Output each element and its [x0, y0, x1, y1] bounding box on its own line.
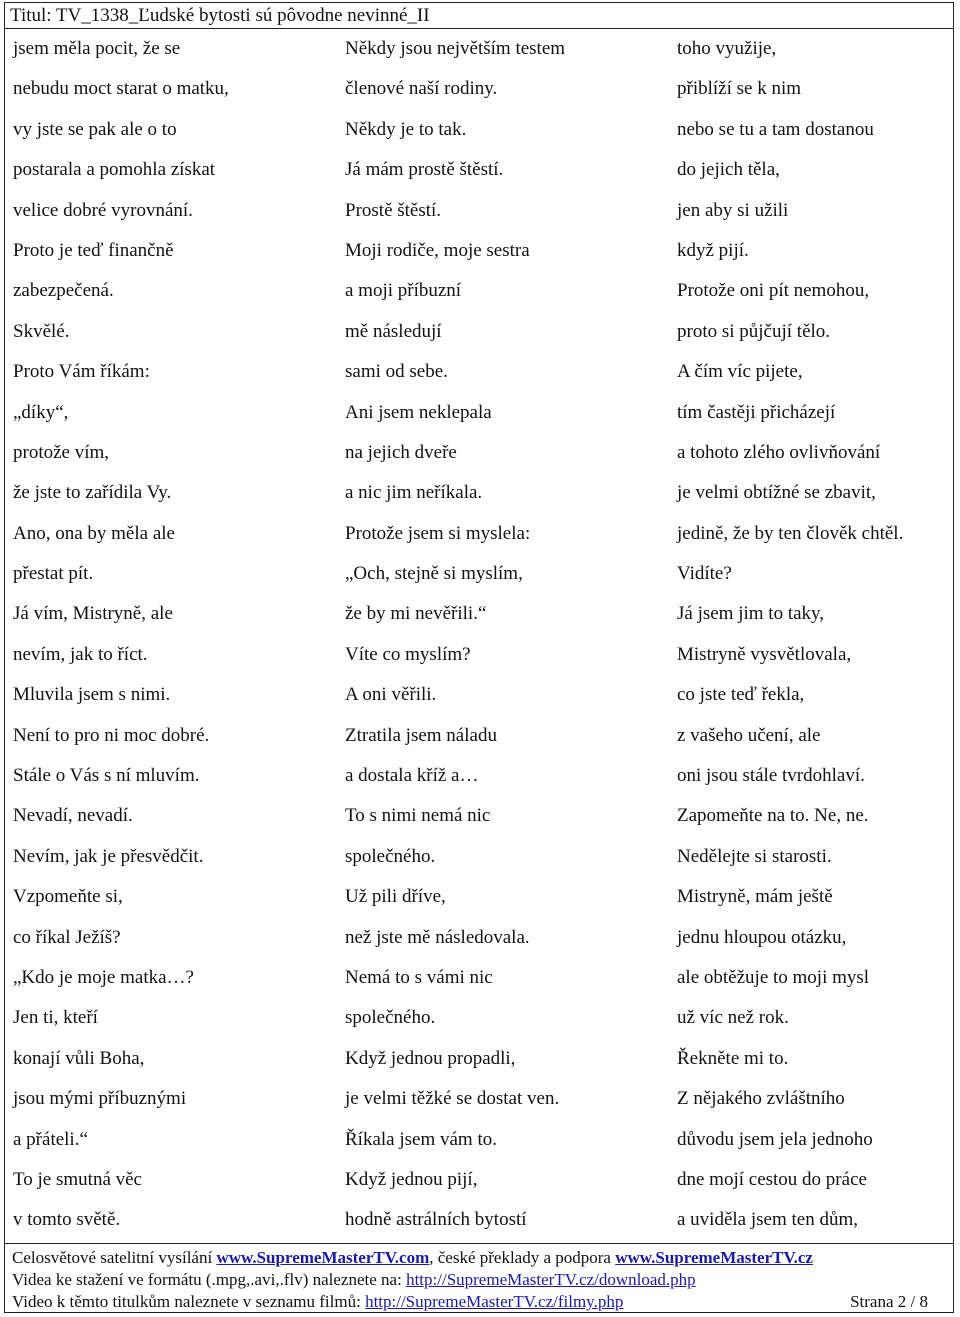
subtitle-line: když pijí.	[677, 239, 749, 261]
subtitle-line: Když jednou propadli,	[345, 1047, 516, 1069]
subtitle-line: než jste mě následovala.	[345, 926, 530, 948]
footer-text: Celosvětové satelitní vysílání	[12, 1248, 217, 1267]
subtitle-line: a uviděla jsem ten dům,	[677, 1209, 858, 1231]
subtitle-line: mě následují	[345, 320, 442, 342]
subtitle-line: a moji příbuzní	[345, 280, 462, 302]
subtitle-line: Nemá to s vámi nic	[345, 966, 493, 988]
subtitle-line: velice dobré vyrovnání.	[13, 199, 193, 221]
subtitle-line: Ztratila jsem náladu	[345, 724, 497, 746]
subtitle-line: Z nějakého zvláštního	[677, 1088, 845, 1110]
subtitle-line: a dostala kříž a…	[345, 765, 479, 787]
subtitle-line: už víc než rok.	[677, 1007, 789, 1029]
page-number: Strana 2 / 8	[850, 1292, 928, 1311]
subtitle-line: a přáteli.“	[13, 1128, 88, 1150]
subtitle-line: „díky“,	[13, 401, 69, 423]
subtitle-line: sami od sebe.	[345, 361, 448, 383]
footer-text: Video k těmto titulkům naleznete v seznamu filmů:	[12, 1292, 366, 1311]
subtitle-line: Já jsem jim to taky,	[677, 603, 825, 625]
subtitle-line: dne mojí cestou do práce	[677, 1168, 867, 1190]
subtitle-line: Prostě štěstí.	[345, 199, 442, 221]
footer	[4, 1243, 954, 1313]
subtitle-line: vy jste se pak ale o to	[13, 118, 177, 140]
subtitle-line: společného.	[345, 845, 436, 867]
subtitle-line: postarala a pomohla získat	[13, 159, 216, 181]
subtitle-line: Nevím, jak je přesvědčit.	[13, 845, 204, 867]
subtitle-line: nebudu moct starat o matku,	[13, 78, 229, 100]
subtitle-line: Není to pro ni moc dobré.	[13, 724, 210, 746]
subtitle-line: „Och, stejně si myslím,	[345, 563, 523, 585]
subtitle-line: je velmi těžké se dostat ven.	[345, 1088, 560, 1110]
subtitle-line: konají vůli Boha,	[13, 1047, 145, 1069]
subtitle-line: Mistryně vysvětlovala,	[677, 643, 852, 665]
subtitle-line: jsou mými příbuznými	[13, 1088, 187, 1110]
subtitle-line: protože vím,	[13, 441, 110, 463]
document-title: Titul: TV_1338_Ľudské bytosti sú pôvodne nevinné_II	[4, 2, 954, 29]
subtitle-line: Víte co myslím?	[345, 643, 471, 665]
column-1	[13, 29, 343, 1241]
subtitle-line: To s nimi nemá nic	[345, 805, 491, 827]
subtitle-line: ale obtěžuje to moji mysl	[677, 966, 870, 988]
subtitle-line: Říkala jsem vám to.	[345, 1128, 497, 1150]
subtitle-line: Já mám prostě štěstí.	[345, 159, 504, 181]
footer-text: Videa ke stažení ve formátu (.mpg,.avi,.flv) naleznete na:	[12, 1270, 407, 1289]
subtitle-line: a nic jim neříkala.	[345, 482, 483, 504]
subtitle-line: proto si půjčují tělo.	[677, 320, 831, 342]
subtitle-line: že by mi nevěřili.“	[345, 603, 487, 625]
subtitle-line: do jejich těla,	[677, 159, 780, 181]
subtitle-line: A oni věřili.	[345, 684, 437, 706]
footer-text: , české překlady a podpora	[429, 1248, 616, 1267]
subtitle-line: Už pili dříve,	[345, 886, 446, 908]
subtitle-line: Nedělejte si starosti.	[677, 845, 832, 867]
subtitle-line: Proto Vám říkám:	[13, 361, 150, 383]
subtitle-line: Zapomeňte na to. Ne, ne.	[677, 805, 869, 827]
footer-line-2	[12, 1269, 954, 1291]
subtitle-line: a tohoto zlého ovlivňování	[677, 441, 881, 463]
subtitle-line: A čím víc pijete,	[677, 361, 803, 383]
download-link[interactable]: http://SupremeMasterTV.cz/download.php	[406, 1270, 696, 1289]
subtitle-line: jen aby si užili	[677, 199, 789, 221]
subtitle-line: Vidíte?	[677, 563, 732, 585]
subtitle-line: toho využije,	[677, 38, 777, 59]
subtitle-line: Jen ti, kteří	[13, 1007, 98, 1029]
subtitle-line: Moji rodiče, moje sestra	[345, 239, 530, 261]
subtitle-line: že jste to zařídila Vy.	[13, 482, 172, 504]
subtitle-line: jsem měla pocit, že se	[13, 38, 181, 59]
subtitle-line: Skvělé.	[13, 320, 70, 342]
supremetv-com-link[interactable]: www.SupremeMasterTV.com	[216, 1248, 430, 1267]
subtitle-line: Někdy jsou největším testem	[345, 38, 566, 59]
column-2	[345, 29, 675, 1241]
subtitle-line: Někdy je to tak.	[345, 118, 467, 140]
subtitle-line: Mluvila jsem s nimi.	[13, 684, 171, 706]
column-3	[677, 29, 960, 1241]
subtitle-line: Já vím, Mistryně, ale	[13, 603, 173, 625]
footer-line-3	[12, 1291, 954, 1313]
subtitle-line: Ano, ona by měla ale	[13, 522, 175, 544]
subtitle-line: To je smutná věc	[13, 1168, 142, 1190]
subtitle-line: členové naší rodiny.	[345, 78, 498, 100]
subtitle-line: Stále o Vás s ní mluvím.	[13, 765, 200, 787]
subtitle-line: přiblíží se k nim	[677, 78, 802, 100]
subtitle-columns	[0, 29, 960, 1239]
subtitle-line: co jste teď řekla,	[677, 684, 805, 706]
subtitle-line: co říkal Ježíš?	[13, 926, 121, 948]
subtitle-line: jedině, že by ten člověk chtěl.	[677, 522, 904, 544]
supremetv-cz-link[interactable]: www.SupremeMasterTV.cz	[615, 1248, 813, 1267]
subtitle-line: společného.	[345, 1007, 436, 1029]
subtitle-line: Vzpomeňte si,	[13, 886, 123, 908]
subtitle-line: hodně astrálních bytostí	[345, 1209, 527, 1231]
subtitle-line: Protože oni pít nemohou,	[677, 280, 870, 302]
subtitle-line: důvodu jsem jela jednoho	[677, 1128, 873, 1150]
subtitle-line: tím častěji přicházejí	[677, 401, 836, 423]
subtitle-line: Když jednou pijí,	[345, 1168, 478, 1190]
films-link[interactable]: http://SupremeMasterTV.cz/filmy.php	[365, 1292, 624, 1311]
subtitle-line: „Kdo je moje matka…?	[13, 966, 194, 988]
subtitle-line: Řekněte mi to.	[677, 1047, 789, 1069]
subtitle-line: oni jsou stále tvrdohlaví.	[677, 765, 865, 787]
subtitle-line: nebo se tu a tam dostanou	[677, 118, 874, 140]
subtitle-line: Mistryně, mám ještě	[677, 886, 833, 908]
subtitle-line: na jejich dveře	[345, 441, 457, 463]
subtitle-line: v tomto světě.	[13, 1209, 121, 1231]
subtitle-line: jednu hloupou otázku,	[677, 926, 847, 948]
subtitle-line: Proto je teď finančně	[13, 239, 174, 261]
footer-line-1	[12, 1247, 954, 1269]
subtitle-line: nevím, jak to říct.	[13, 643, 148, 665]
subtitle-line: zabezpečená.	[13, 280, 114, 302]
subtitle-line: Nevadí, nevadí.	[13, 805, 133, 827]
subtitle-line: je velmi obtížné se zbavit,	[677, 482, 876, 504]
subtitle-line: Ani jsem neklepala	[345, 401, 492, 423]
subtitle-line: Protože jsem si myslela:	[345, 522, 531, 544]
subtitle-line: přestat pít.	[13, 563, 94, 585]
subtitle-line: z vašeho učení, ale	[677, 724, 821, 746]
